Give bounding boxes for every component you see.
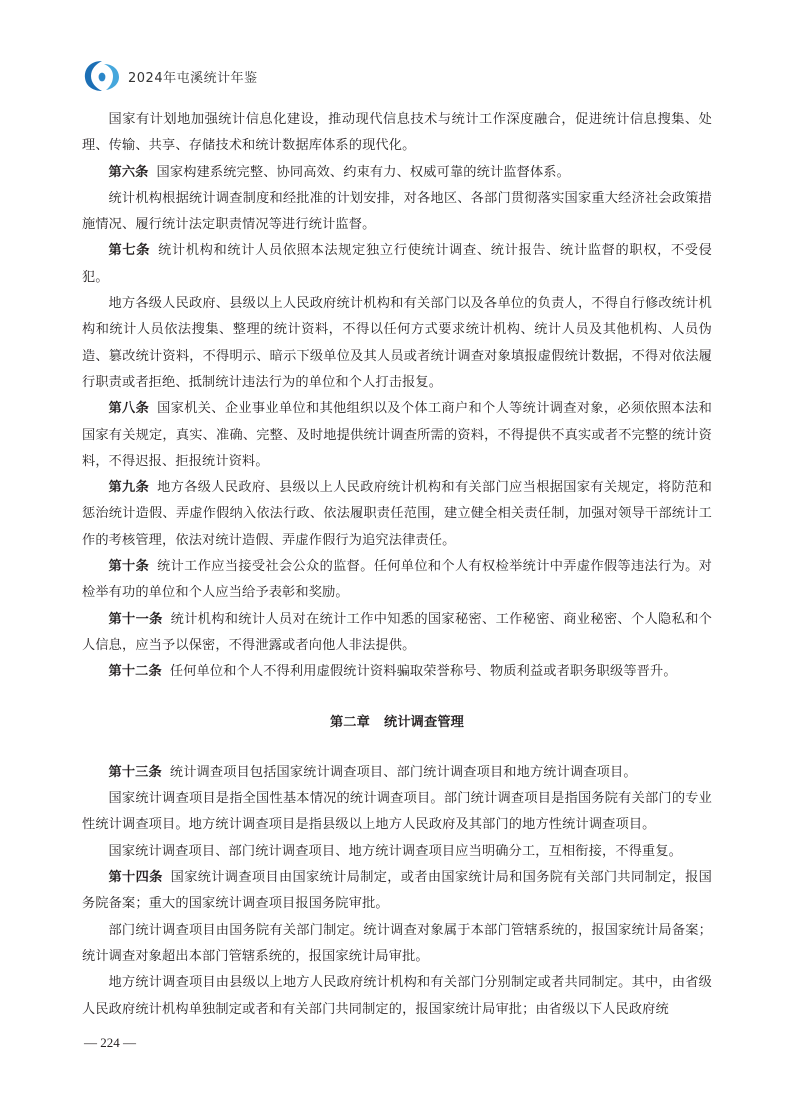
paragraph-text: 国家统计调查项目是指全国性基本情况的统计调查项目。部门统计调查项目是指国务院有关部门的专业性统计调查项目。地方统计调查项目是指县级以上地方人民政府及其部门的地方性统计调查项目。 bbox=[82, 791, 712, 833]
paragraph bbox=[82, 186, 712, 239]
article-paragraph bbox=[82, 659, 712, 685]
article-number: 第八条 bbox=[108, 401, 150, 417]
paragraph-text: 统计机构和统计人员对在统计工作中知悉的国家秘密、工作秘密、商业秘密、个人隐私和个人信息，应当予以保密，不得泄露或者向他人非法提供。 bbox=[82, 611, 712, 653]
article-paragraph bbox=[82, 554, 712, 607]
paragraph-text: 国家统计调查项目、部门统计调查项目、地方统计调查项目应当明确分工，互相衔接，不得重复。 bbox=[108, 843, 683, 859]
article-paragraph bbox=[82, 475, 712, 554]
paragraph-text: 地方各级人民政府、县级以上人民政府统计机构和有关部门以及各单位的负责人，不得自行修改统计机构和统计人员依法搜集、整理的统计资料，不得以任何方式要求统计机构、统计人员及其他机构、人员伪造、篡改统计资料，不得明示、暗示下级单位及其人员或者统计调查对象填报虚假统计数据，不得对依法履行职责或者拒绝、抵制统计违法行为的单位和个人打击报复。 bbox=[82, 296, 712, 390]
document-body bbox=[82, 107, 712, 1023]
paragraph-text: 统计机构和统计人员依照本法规定独立行使统计调查、统计报告、统计监督的职权，不受侵犯。 bbox=[82, 243, 713, 285]
article-paragraph bbox=[82, 160, 712, 186]
paragraph bbox=[82, 970, 712, 1023]
article-number: 第十三条 bbox=[108, 764, 162, 780]
article-number: 第十二条 bbox=[108, 664, 162, 680]
article-paragraph bbox=[82, 865, 712, 918]
paragraph-text: 任何单位和个人不得利用虚假统计资料骗取荣誉称号、物质利益或者职务职级等晋升。 bbox=[169, 664, 677, 680]
article-number: 第十一条 bbox=[108, 611, 163, 627]
page-number: — 224 — bbox=[84, 1035, 136, 1050]
paragraph-text: 地方各级人民政府、县级以上人民政府统计机构和有关部门应当根据国家有关规定，将防范和惩治统计造假、弄虚作假纳入依法行政、依法履职责任范围，建立健全相关责任制，加强对领导干部统计工作的考核管理，依法对统计造假、弄虚作假行为追究法律责任。 bbox=[82, 480, 712, 548]
paragraph-text: 国家构建系统完整、协同高效、约束有力、权威可靠的统计监督体系。 bbox=[156, 164, 570, 180]
paragraph-text: 地方统计调查项目由县级以上地方人民政府统计机构和有关部门分别制定或者共同制定。其中，由省级人民政府统计机构单独制定或者和有关部门共同制定的，报国家统计局审批；由省级以下人民政府统 bbox=[82, 975, 712, 1017]
article-paragraph bbox=[82, 760, 712, 786]
article-number: 第十条 bbox=[108, 559, 150, 575]
chapter-title: 统计调查管理 bbox=[383, 714, 465, 730]
yearbook-logo-icon bbox=[82, 58, 122, 94]
paragraph bbox=[82, 291, 712, 396]
header-title: 2024年屯溪统计年鉴 bbox=[128, 71, 258, 86]
article-paragraph bbox=[82, 607, 712, 660]
paragraph bbox=[82, 839, 712, 865]
chapter-heading bbox=[82, 710, 712, 736]
article-number: 第六条 bbox=[108, 164, 149, 180]
paragraph bbox=[82, 918, 712, 971]
paragraph-text: 统计机构根据统计调查制度和经批准的计划安排，对各地区、各部门贯彻落实国家重大经济社会政策措施情况、履行统计法定职责情况等进行统计监督。 bbox=[82, 190, 712, 233]
paragraph-text: 国家机关、企业事业单位和其他组织以及个体工商户和个人等统计调查对象，必须依照本法和国家有关规定，真实、准确、完整、及时地提供统计调查所需的资料，不得提供不真实或者不完整的统计资料，不得迟报、拒报统计资料。 bbox=[82, 401, 712, 469]
paragraph-text: 统计工作应当接受社会公众的监督。任何单位和个人有权检举统计中弄虚作假等违法行为。对检举有功的单位和个人应当给予表彰和奖励。 bbox=[82, 559, 712, 601]
paragraph-text: 国家统计调查项目由国家统计局制定，或者由国家统计局和国务院有关部门共同制定，报国务院备案；重大的国家统计调查项目报国务院审批。 bbox=[82, 870, 712, 912]
paragraph-text: 部门统计调查项目由国务院有关部门制定。统计调查对象属于本部门管辖系统的，报国家统计局备案；统计调查对象超出本部门管辖系统的，报国家统计局审批。 bbox=[82, 922, 712, 964]
article-number: 第七条 bbox=[108, 243, 151, 259]
article-paragraph bbox=[82, 396, 712, 475]
chapter-number: 第二章 bbox=[329, 714, 370, 730]
article-paragraph bbox=[82, 238, 712, 291]
paragraph-text: 国家有计划地加强统计信息化建设，推动现代信息技术与统计工作深度融合，促进统计信息搜集、处理、传输、共享、存储技术和统计数据库体系的现代化。 bbox=[82, 112, 712, 154]
paragraph bbox=[82, 786, 712, 839]
page-header bbox=[82, 58, 722, 94]
article-number: 第十四条 bbox=[108, 870, 163, 886]
paragraph bbox=[82, 107, 712, 160]
article-number: 第九条 bbox=[108, 480, 150, 496]
paragraph-text: 统计调查项目包括国家统计调查项目、部门统计调查项目和地方统计调查项目。 bbox=[169, 764, 637, 780]
